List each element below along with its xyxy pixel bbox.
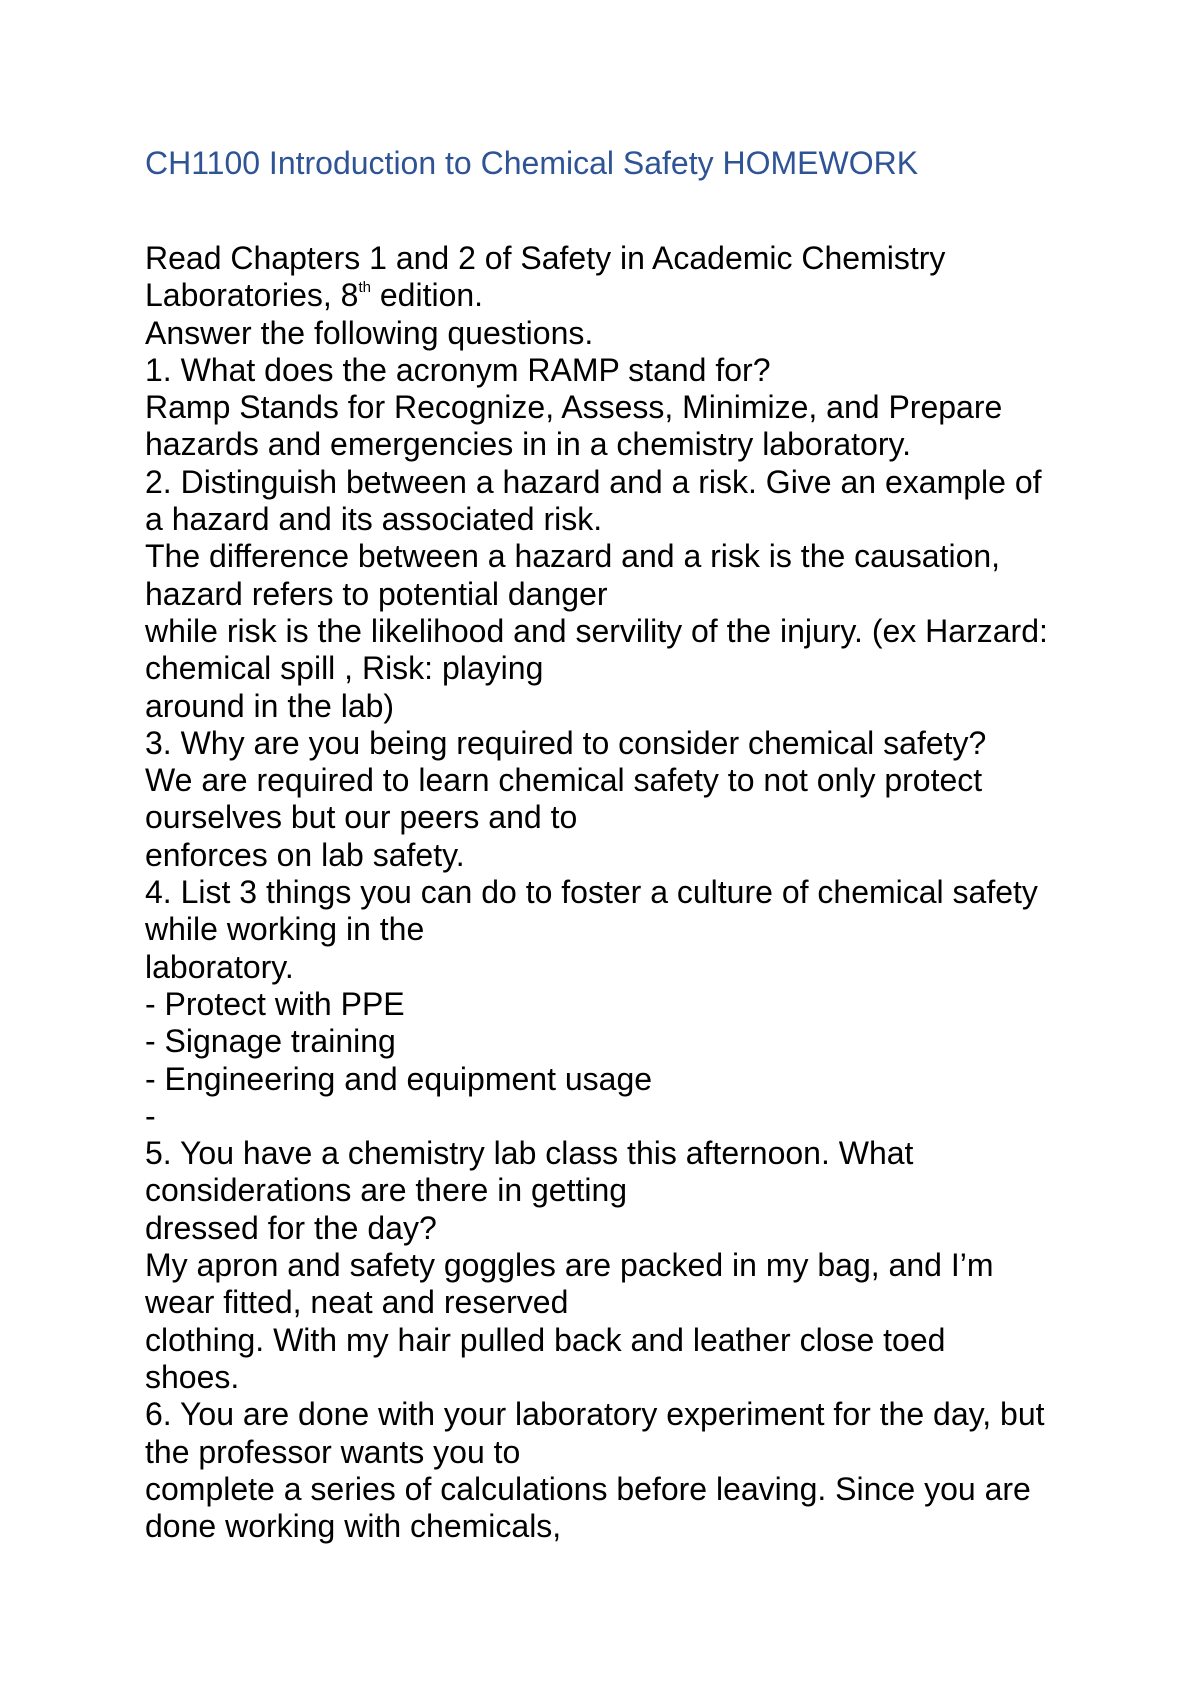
answer-line: ourselves but our peers and to bbox=[145, 799, 578, 836]
question-line: 5. You have a chemistry lab class this afternoon. What bbox=[145, 1135, 914, 1172]
list-item: - Signage training bbox=[145, 1023, 396, 1060]
intro-line: Answer the following questions. bbox=[145, 314, 594, 351]
answer-line: chemical spill , Risk: playing bbox=[145, 650, 544, 687]
page-title: CH1100 Introduction to Chemical Safety HOMEWORK bbox=[145, 145, 919, 181]
answer-line: The difference between a hazard and a risk is the causation, bbox=[145, 538, 1001, 575]
question-line: 3. Why are you being required to consider chemical safety? bbox=[145, 724, 987, 761]
question-line: 2. Distinguish between a hazard and a risk. Give an example of bbox=[145, 463, 1042, 500]
answer-line: clothing. With my hair pulled back and leather close toed bbox=[145, 1321, 946, 1358]
question-line: dressed for the day? bbox=[145, 1209, 437, 1246]
question-line: complete a series of calculations before leaving. Since you are bbox=[145, 1470, 1031, 1507]
edition-superscript: th bbox=[358, 278, 371, 296]
answer-line: Ramp Stands for Recognize, Assess, Minimize, and Prepare bbox=[145, 389, 1003, 426]
list-item: - Engineering and equipment usage bbox=[145, 1060, 653, 1097]
answer-line: while risk is the likelihood and servility of the injury. (ex Harzard: bbox=[145, 612, 1048, 649]
document-body bbox=[145, 240, 1145, 1545]
question-line: a hazard and its associated risk. bbox=[145, 501, 603, 538]
edition-text-suffix: edition. bbox=[370, 277, 484, 314]
question-line: the professor wants you to bbox=[145, 1433, 521, 1470]
question-line: 1. What does the acronym RAMP stand for? bbox=[145, 351, 771, 388]
question-line: while working in the bbox=[145, 911, 425, 948]
answer-line: My apron and safety goggles are packed in my bag, and I’m bbox=[145, 1247, 994, 1284]
intro-line: Read Chapters 1 and 2 of Safety in Academic Chemistry bbox=[145, 240, 946, 276]
list-item: - bbox=[145, 1097, 156, 1134]
answer-line: around in the lab) bbox=[145, 687, 395, 724]
question-line: 6. You are done with your laboratory experiment for the day, but bbox=[145, 1396, 1045, 1433]
answer-line: We are required to learn chemical safety to not only protect bbox=[145, 762, 983, 799]
edition-text: Laboratories, 8 bbox=[145, 277, 359, 314]
intro-line-edition bbox=[145, 277, 1145, 314]
answer-line: hazard refers to potential danger bbox=[145, 575, 608, 612]
list-item: - Protect with PPE bbox=[145, 985, 405, 1022]
answer-line: wear fitted, neat and reserved bbox=[145, 1284, 569, 1321]
answer-line: hazards and emergencies in in a chemistry laboratory. bbox=[145, 426, 911, 463]
question-line: 4. List 3 things you can do to foster a culture of chemical safety bbox=[145, 874, 1038, 911]
question-line: done working with chemicals, bbox=[145, 1508, 562, 1545]
answer-line: shoes. bbox=[145, 1358, 240, 1395]
question-line: laboratory. bbox=[145, 948, 294, 985]
question-line: considerations are there in getting bbox=[145, 1172, 628, 1209]
answer-line: enforces on lab safety. bbox=[145, 836, 465, 873]
